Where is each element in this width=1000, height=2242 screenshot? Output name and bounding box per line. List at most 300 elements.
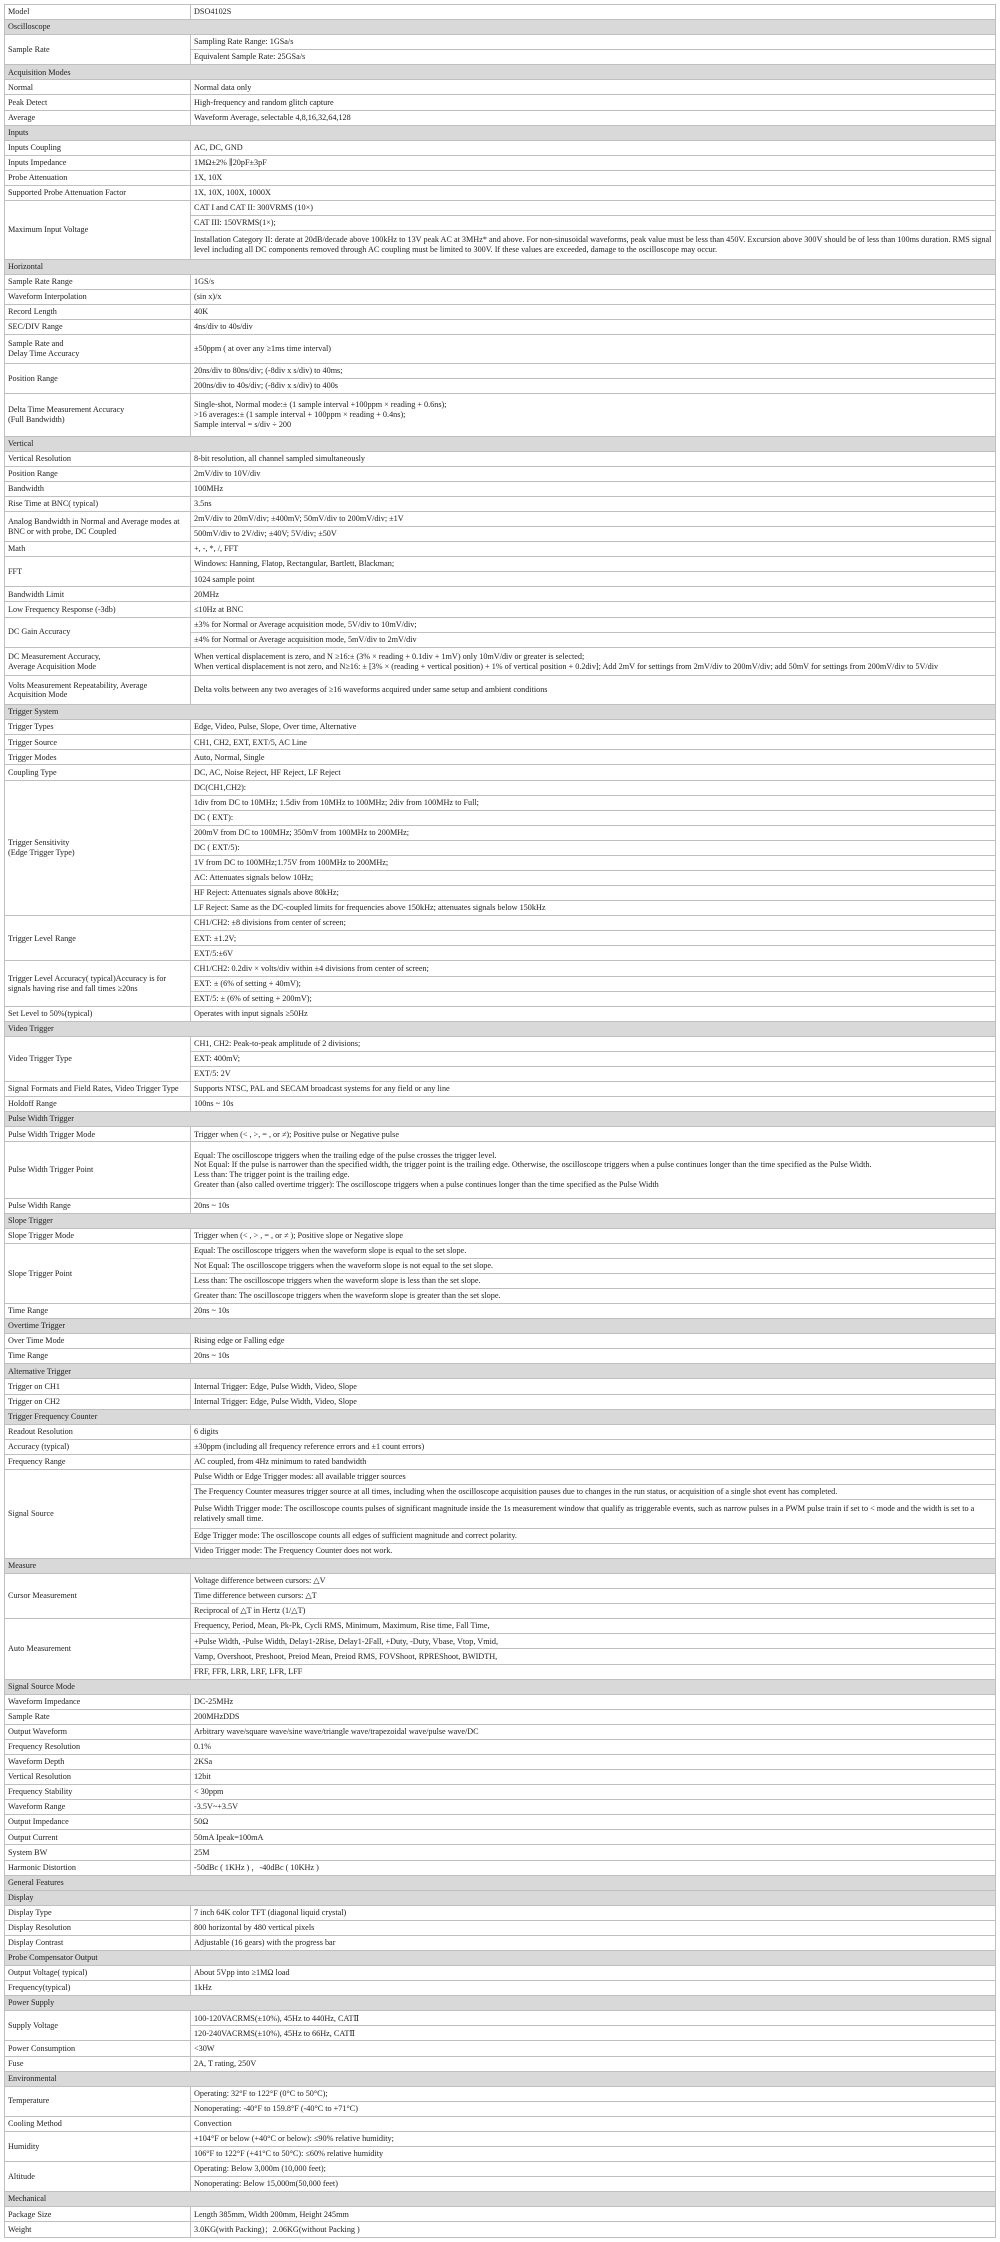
spec-value: 100-120VACRMS(±10%), 45Hz to 440Hz, CATⅡ [191,2011,996,2026]
spec-value: DC-25MHz [191,1694,996,1709]
spec-value: Arbitrary wave/square wave/sine wave/triangle wave/trapezoidal wave/pulse wave/DC [191,1724,996,1739]
spec-row [5,1097,996,1112]
spec-label: Supply Voltage [5,2011,191,2041]
spec-value: < 30ppm [191,1785,996,1800]
spec-value: 20ns ~ 10s [191,1304,996,1319]
section-header [5,1021,996,1036]
section-title: Video Trigger [5,1021,996,1036]
spec-row [5,1830,996,1845]
section-header [5,20,996,35]
spec-label: Rise Time at BNC( typical) [5,496,191,511]
spec-row [5,720,996,735]
spec-row [5,1754,996,1769]
spec-label: Temperature [5,2086,191,2116]
spec-row [5,2011,996,2026]
section-title: Alternative Trigger [5,1364,996,1379]
spec-value: Vamp, Overshoot, Preshoot, Preiod Mean, Preiod RMS, FOVShoot, RPREShoot, BWIDTH, [191,1649,996,1664]
spec-value: 2mV/div to 10V/div [191,466,996,481]
spec-row [5,496,996,511]
spec-row [5,676,996,705]
spec-row [5,1981,996,1996]
spec-row [5,1770,996,1785]
spec-value: 20MHz [191,587,996,602]
spec-value: Length 385mm, Width 200mm, Height 245mm [191,2207,996,2222]
spec-row [5,542,996,557]
section-title: Trigger System [5,705,996,720]
spec-value: HF Reject: Attenuates signals above 80kHz; [191,886,996,901]
spec-value: -3.5V~+3.5V [191,1800,996,1815]
section-header [5,2192,996,2207]
spec-label: Weight [5,2222,191,2238]
spec-row [5,2162,996,2177]
spec-value: CH1, CH2, EXT, EXT/5, AC Line [191,735,996,750]
spec-row [5,587,996,602]
spec-row [5,466,996,481]
spec-value: Nonoperating: -40°F to 159.8°F (-40°C to +71°C) [191,2101,996,2116]
spec-value: Not Equal: The oscilloscope triggers when the waveform slope is not equal to the set slope. [191,1258,996,1273]
spec-row [5,320,996,335]
spec-row [5,647,996,676]
spec-label: Inputs Impedance [5,155,191,170]
spec-value: CAT I and CAT II: 300VRMS (10×) [191,201,996,216]
spec-value: 2A, T rating, 250V [191,2056,996,2071]
spec-label: Frequency Stability [5,1785,191,1800]
spec-value: CH1/CH2: 0.2div × volts/div within ±4 divisions from center of screen; [191,961,996,976]
spec-value: 200ns/div to 40s/div; (-8div x s/div) to 400s [191,379,996,394]
spec-value: CAT III: 150VRMS(1×); [191,216,996,231]
spec-row [5,1334,996,1349]
spec-row [5,1304,996,1319]
spec-row [5,140,996,155]
spec-row [5,1379,996,1394]
spec-label: Waveform Impedance [5,1694,191,1709]
spec-value: DSO4102S [191,5,996,20]
spec-value: Installation Category II: derate at 20dB/decade above 100kHz to 13V peak AC at 3MHz* and above. For non-sinusoidal waveforms, peak value must be less than 450V. Excursion above 300V should be of less than 100ms duration. RMS signal level including all DC components removed through AC coupling must be limited to 300V. If these values are exceeded, damage to the oscilloscope may occur. [191,231,996,260]
spec-label: DC Gain Accuracy [5,617,191,647]
spec-row [5,170,996,185]
spec-label: Maximum Input Voltage [5,201,191,260]
section-title: Inputs [5,125,996,140]
spec-value: Operating: 32°F to 122°F (0°C to 50°C); [191,2086,996,2101]
spec-value: 6 digits [191,1424,996,1439]
spec-value: Delta volts between any two averages of ≥16 waveforms acquired under same setup and ambient conditions [191,676,996,705]
spec-label: Trigger Modes [5,750,191,765]
section-header [5,705,996,720]
spec-label: Output Impedance [5,1815,191,1830]
spec-row [5,2056,996,2071]
spec-label: Sample Rate and Delay Time Accuracy [5,335,191,364]
spec-row [5,155,996,170]
spec-label: Waveform Interpolation [5,290,191,305]
spec-value: ≤10Hz at BNC [191,602,996,617]
spec-value: AC coupled, from 4Hz minimum to rated bandwidth [191,1454,996,1469]
section-title: Signal Source Mode [5,1679,996,1694]
spec-value: Convection [191,2116,996,2131]
spec-row [5,2086,996,2101]
section-header [5,125,996,140]
spec-label: Slope Trigger Mode [5,1228,191,1243]
spec-value: 100MHz [191,481,996,496]
spec-value: 7 inch 64K color TFT (diagonal liquid crystal) [191,1905,996,1920]
spec-row [5,201,996,216]
spec-value: Equal: The oscilloscope triggers when the waveform slope is equal to the set slope. [191,1243,996,1258]
spec-label: Over Time Mode [5,1334,191,1349]
spec-label: Frequency Range [5,1454,191,1469]
spec-value: Frequency, Period, Mean, Pk-Pk, Cycli RMS, Minimum, Maximum, Rise time, Fall Time, [191,1619,996,1634]
spec-row [5,110,996,125]
spec-value: 20ns ~ 10s [191,1349,996,1364]
spec-row [5,451,996,466]
spec-label: Auto Measurement [5,1619,191,1679]
spec-label: Sample Rate Range [5,274,191,289]
spec-label: Trigger Level Accuracy( typical)Accuracy is for signals having rise and fall times ≥20ns [5,961,191,1006]
spec-label: Waveform Range [5,1800,191,1815]
spec-row [5,1920,996,1935]
spec-value: 2KSa [191,1754,996,1769]
spec-row [5,1142,996,1198]
spec-row [5,1082,996,1097]
spec-row [5,1694,996,1709]
spec-label: Volts Measurement Repeatability, Average Acquisition Mode [5,676,191,705]
section-title: Power Supply [5,1996,996,2011]
spec-value: Operating: Below 3,000m (10,000 feet); [191,2162,996,2177]
spec-label: Set Level to 50%(typical) [5,1006,191,1021]
spec-row [5,2131,996,2146]
spec-label: Output Waveform [5,1724,191,1739]
spec-label: FFT [5,557,191,587]
spec-row [5,1860,996,1875]
spec-value: 50Ω [191,1815,996,1830]
spec-value: The Frequency Counter measures trigger source at all times, including when the oscilloscope acquisition pauses due to changes in the run status, or acquisition of a single shot event has completed. [191,1484,996,1499]
spec-label: Peak Detect [5,95,191,110]
spec-value: 1kHz [191,1981,996,1996]
spec-value: Operates with input signals ≥50Hz [191,1006,996,1021]
section-header [5,1364,996,1379]
spec-row [5,1739,996,1754]
spec-label: Package Size [5,2207,191,2222]
spec-label: Record Length [5,305,191,320]
spec-label: Time Range [5,1349,191,1364]
spec-label: Video Trigger Type [5,1036,191,1081]
spec-value: 500mV/div to 2V/div; ±40V; 5V/div; ±50V [191,527,996,542]
section-title: Overtime Trigger [5,1319,996,1334]
spec-label: Frequency(typical) [5,1981,191,1996]
spec-value: 0.1% [191,1739,996,1754]
spec-row [5,557,996,572]
spec-row [5,1724,996,1739]
spec-label: Altitude [5,2162,191,2192]
spec-row [5,1619,996,1634]
spec-row [5,394,996,436]
spec-label: Trigger Types [5,720,191,735]
spec-row [5,95,996,110]
spec-label: Display Resolution [5,1920,191,1935]
spec-label: Cooling Method [5,2116,191,2131]
section-header [5,1890,996,1905]
spec-row [5,1815,996,1830]
spec-label: Sample Rate [5,1709,191,1724]
spec-label: Low Frequency Response (-3db) [5,602,191,617]
spec-value: When vertical displacement is zero, and N ≥16:± (3% × reading + 0.1div + 1mV) only 10mV/div or greater is selected; When vertical displacement is not zero, and N≥16: ± [3% × (reading + vertical position) + 1% of vertical position + 0.2div]; Add 2mV for settings from 2mV/div to 200mV/div; add 50mV for settings from 200mV/div to 5V/div [191,647,996,676]
spec-row [5,1127,996,1142]
spec-row [5,274,996,289]
section-title: Trigger Frequency Counter [5,1409,996,1424]
spec-value: 1div from DC to 10MHz; 1.5div from 10MHz to 100MHz; 2div from 100MHz to Full; [191,795,996,810]
spec-value: Equivalent Sample Rate: 25GSa/s [191,50,996,65]
spec-label: Delta Time Measurement Accuracy (Full Bandwidth) [5,394,191,436]
spec-label: Harmonic Distortion [5,1860,191,1875]
spec-row [5,735,996,750]
spec-label: Time Range [5,1304,191,1319]
spec-value: EXT/5:±6V [191,946,996,961]
spec-value: +Pulse Width, -Pulse Width, Delay1-2Rise, Delay1-2Fall, +Duty, -Duty, Vbase, Vtop, Vmid, [191,1634,996,1649]
spec-label: Average [5,110,191,125]
spec-row [5,1006,996,1021]
section-header [5,1112,996,1127]
spec-row [5,185,996,200]
section-title: Environmental [5,2071,996,2086]
spec-row [5,1966,996,1981]
spec-label: Pulse Width Range [5,1198,191,1213]
spec-value: DC, AC, Noise Reject, HF Reject, LF Reject [191,765,996,780]
spec-value: Time difference between cursors: △T [191,1589,996,1604]
spec-row [5,305,996,320]
spec-value: DC ( EXT): [191,810,996,825]
spec-label: Output Current [5,1830,191,1845]
spec-value: +104°F or below (+40°C or below): ≤90% relative humidity; [191,2131,996,2146]
spec-row [5,1469,996,1484]
spec-label: Supported Probe Attenuation Factor [5,185,191,200]
spec-row [5,80,996,95]
section-header [5,1996,996,2011]
spec-value: +, -, *, /, FFT [191,542,996,557]
spec-table-body [5,5,996,2238]
spec-row [5,1198,996,1213]
spec-value: 3.0KG(with Packing)；2.06KG(without Packing ) [191,2222,996,2238]
spec-row [5,1439,996,1454]
section-header [5,1679,996,1694]
spec-label: Trigger on CH1 [5,1379,191,1394]
spec-row [5,5,996,20]
spec-label: Pulse Width Trigger Point [5,1142,191,1198]
spec-label: Bandwidth Limit [5,587,191,602]
spec-row [5,916,996,931]
spec-value: ±30ppm (including all frequency reference errors and ±1 count errors) [191,1439,996,1454]
spec-value: Waveform Average, selectable 4,8,16,32,64,128 [191,110,996,125]
section-header [5,1409,996,1424]
spec-label: Holdoff Range [5,1097,191,1112]
section-title: Measure [5,1558,996,1573]
spec-label: SEC/DIV Range [5,320,191,335]
section-title: Oscilloscope [5,20,996,35]
spec-value: 4ns/div to 40s/div [191,320,996,335]
spec-value: Single-shot, Normal mode:± (1 sample interval +100ppm × reading + 0.6ns); >16 averages:± (1 sample interval + 100ppm × reading + 0.4ns); Sample interval = s/div ÷ 200 [191,394,996,436]
spec-value: 2mV/div to 20mV/div; ±400mV; 50mV/div to 200mV/div; ±1V [191,511,996,526]
spec-value: ±3% for Normal or Average acquisition mode, 5V/div to 10mV/div; [191,617,996,632]
spec-value: EXT: ±1.2V; [191,931,996,946]
spec-value: 1V from DC to 100MHz;1.75V from 100MHz to 200MHz; [191,855,996,870]
spec-row [5,1243,996,1258]
spec-row [5,1454,996,1469]
spec-label: Position Range [5,466,191,481]
spec-value: 200mV from DC to 100MHz; 350mV from 100MHz to 200MHz; [191,825,996,840]
spec-value: ±50ppm ( at over any ≥1ms time interval) [191,335,996,364]
spec-row [5,511,996,526]
spec-value: Video Trigger mode: The Frequency Counter does not work. [191,1543,996,1558]
spec-label: Trigger Sensitivity (Edge Trigger Type) [5,780,191,916]
spec-label: Display Type [5,1905,191,1920]
spec-value: -50dBc ( 1KHz ) ，-40dBc ( 10KHz ) [191,1860,996,1875]
spec-row [5,1036,996,1051]
spec-value: High-frequency and random glitch capture [191,95,996,110]
section-header [5,1319,996,1334]
spec-value: 120-240VACRMS(±10%), 45Hz to 66Hz, CATⅡ [191,2026,996,2041]
section-header [5,2071,996,2086]
spec-value: 20ns/div to 80ns/div; (-8div x s/div) to 40ms; [191,364,996,379]
section-title: Horizontal [5,259,996,274]
spec-label: Sample Rate [5,35,191,65]
spec-label: Waveform Depth [5,1754,191,1769]
section-title: Pulse Width Trigger [5,1112,996,1127]
spec-label: Signal Source [5,1469,191,1558]
spec-row [5,1574,996,1589]
spec-row [5,290,996,305]
spec-row [5,35,996,50]
spec-value: Reciprocal of △T in Hertz (1/△T) [191,1604,996,1619]
spec-value: 3.5ns [191,496,996,511]
spec-row [5,1228,996,1243]
spec-value: Greater than: The oscilloscope triggers when the waveform slope is greater than the set slope. [191,1288,996,1303]
spec-value: 1X, 10X, 100X, 1000X [191,185,996,200]
spec-label: Analog Bandwidth in Normal and Average modes at BNC or with probe, DC Coupled [5,511,191,541]
spec-value: About 5Vpp into ≥1MΩ load [191,1966,996,1981]
spec-value: CH1/CH2: ±8 divisions from center of screen; [191,916,996,931]
section-header [5,436,996,451]
section-title: General Features [5,1875,996,1890]
spec-label: Position Range [5,364,191,394]
spec-label: Trigger Level Range [5,916,191,961]
spec-label: Normal [5,80,191,95]
spec-value: EXT: ± (6% of setting + 40mV); [191,976,996,991]
spec-row [5,1349,996,1364]
spec-row [5,2116,996,2131]
spec-label: Inputs Coupling [5,140,191,155]
spec-row [5,1905,996,1920]
spec-label: Vertical Resolution [5,1770,191,1785]
section-title: Acquisition Modes [5,65,996,80]
spec-label: Cursor Measurement [5,1574,191,1619]
spec-value: Pulse Width Trigger mode: The oscilloscope counts pulses of significant magnitude inside the 1s measurement window that qualify as triggerable events, such as narrow pulses in a PWM pulse train if set to < mode and the width is set to a relatively small time. [191,1500,996,1529]
section-title: Display [5,1890,996,1905]
spec-value: Pulse Width or Edge Trigger modes: all available trigger sources [191,1469,996,1484]
spec-label: Output Voltage( typical) [5,1966,191,1981]
section-header [5,1950,996,1965]
spec-row [5,481,996,496]
section-header [5,65,996,80]
spec-value: Windows: Hanning, Flatop, Rectangular, Bartlett, Blackman; [191,557,996,572]
spec-label: System BW [5,1845,191,1860]
spec-value: Trigger when (< , >, = , or ≠); Positive pulse or Negative pulse [191,1127,996,1142]
spec-value: 12bit [191,1770,996,1785]
spec-value: DC(CH1,CH2): [191,780,996,795]
spec-row [5,1785,996,1800]
spec-value: 40K [191,305,996,320]
spec-value: (sin x)/x [191,290,996,305]
spec-label: Slope Trigger Point [5,1243,191,1303]
spec-value: 8-bit resolution, all channel sampled simultaneously [191,451,996,466]
spec-value: 100ns ~ 10s [191,1097,996,1112]
spec-value: Voltage difference between cursors: △V [191,1574,996,1589]
section-header [5,1558,996,1573]
spec-value: DC ( EXT/5): [191,840,996,855]
section-header [5,1875,996,1890]
spec-value: 1X, 10X [191,170,996,185]
spec-row [5,335,996,364]
spec-value: Rising edge or Falling edge [191,1334,996,1349]
spec-value: EXT/5: 2V [191,1067,996,1082]
section-title: Mechanical [5,2192,996,2207]
spec-value: EXT: 400mV; [191,1051,996,1066]
spec-value: Auto, Normal, Single [191,750,996,765]
spec-label: Coupling Type [5,765,191,780]
spec-label: Signal Formats and Field Rates, Video Trigger Type [5,1082,191,1097]
spec-value: 50mA Ipeak=100mA [191,1830,996,1845]
spec-value: EXT/5: ± (6% of setting + 200mV); [191,991,996,1006]
section-header [5,259,996,274]
spec-value: Trigger when (< , > , = , or ≠ ); Positive slope or Negative slope [191,1228,996,1243]
spec-row [5,2222,996,2238]
spec-row [5,2041,996,2056]
spec-value: 800 horizontal by 480 vertical pixels [191,1920,996,1935]
spec-value: Nonoperating: Below 15,000m(50,000 feet) [191,2177,996,2192]
spec-value: 1MΩ±2% ∥20pF±3pF [191,155,996,170]
spec-label: Bandwidth [5,481,191,496]
spec-value: 1GS/s [191,274,996,289]
spec-row [5,961,996,976]
spec-row [5,602,996,617]
spec-row [5,1394,996,1409]
spec-label: Model [5,5,191,20]
section-header [5,1213,996,1228]
spec-value: Less than: The oscilloscope triggers when the waveform slope is less than the set slope. [191,1273,996,1288]
spec-row [5,364,996,379]
spec-value: Adjustable (16 gears) with the progress bar [191,1935,996,1950]
spec-value: CH1, CH2: Peak-to-peak amplitude of 2 divisions; [191,1036,996,1051]
spec-row [5,750,996,765]
section-title: Slope Trigger [5,1213,996,1228]
spec-label: Power Consumption [5,2041,191,2056]
spec-label: Readout Resolution [5,1424,191,1439]
spec-value: Internal Trigger: Edge, Pulse Width, Video, Slope [191,1394,996,1409]
spec-label: Probe Attenuation [5,170,191,185]
spec-value: Equal: The oscilloscope triggers when the trailing edge of the pulse crosses the trigger level. Not Equal: If the pulse is narrower than the specified width, the trigger point is the trailing edge. Otherwise, the oscilloscope triggers when a pulse continues longer than the time specified as the Pulse Width. Less than: The trigger point is the trailing edge. Greater than (also called overtime trigger): The oscilloscope triggers when a pulse continues longer than the time specified as the Pulse Width [191,1142,996,1198]
spec-row [5,1709,996,1724]
spec-value: ±4% for Normal or Average acquisition mode, 5mV/div to 2mV/div [191,632,996,647]
spec-table [4,4,996,2238]
spec-label: Display Contrast [5,1935,191,1950]
spec-value: 20ns ~ 10s [191,1198,996,1213]
spec-value: Sampling Rate Range: 1GSa/s [191,35,996,50]
spec-value: 1024 sample point [191,572,996,587]
spec-row [5,1424,996,1439]
section-title: Vertical [5,436,996,451]
spec-value: AC, DC, GND [191,140,996,155]
spec-row [5,1935,996,1950]
spec-label: Humidity [5,2131,191,2161]
spec-label: DC Measurement Accuracy, Average Acquisition Mode [5,647,191,676]
spec-value: 25M [191,1845,996,1860]
spec-label: Frequency Resolution [5,1739,191,1754]
